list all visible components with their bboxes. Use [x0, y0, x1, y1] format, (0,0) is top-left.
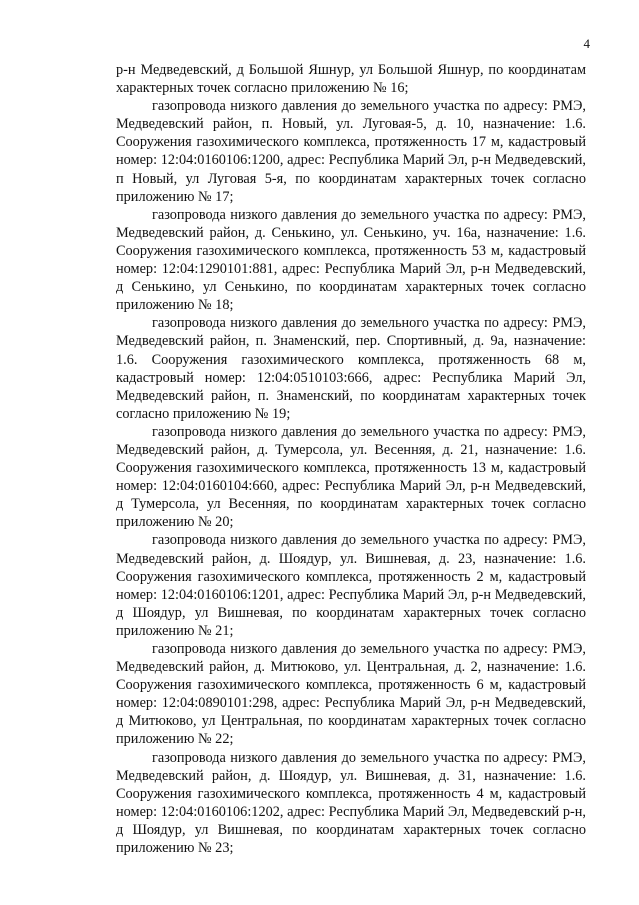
- paragraph-item-20: газопровода низкого давления до земельного участка по адресу: РМЭ, Медведевский район, д. Тумерсола, ул. Весенняя, д. 21, назначение: 1.6. Сооружения газохимического комплекса, протяженность 13 м, кадастровый номер: 12:04:0160104:660, адрес: Республика Марий Эл, р-н Медведевский, д Тумерсола, ул Весенняя, по координатам характерных точек согласно приложению № 20;: [116, 423, 586, 531]
- paragraph-item-17: газопровода низкого давления до земельного участка по адресу: РМЭ, Медведевский район, п. Новый, ул. Луговая-5, д. 10, назначение: 1.6. Сооружения газохимического комплекса, протяженность 17 м, кадастровый номер: 12:04:0160106:1200, адрес: Республика Марий Эл, р-н Медведевский, п Новый, ул Луговая 5-я, по координатам характерных точек согласно приложению № 17;: [116, 98, 586, 205]
- paragraph-item-23: газопровода низкого давления до земельного участка по адресу: РМЭ, Медведевский район, д. Шоядур, ул. Вишневая, д. 31, назначение: 1.6. Сооружения газохимического комплекса, протяженность 4 м, кадастровый номер: 12:04:0160106:1202, адрес: Республика Марий Эл, Медведевский р-н, д Шоядур, ул Вишневая, по координатам характерных точек согласно приложению № 23;: [116, 749, 586, 857]
- paragraph-item-21: газопровода низкого давления до земельного участка по адресу: РМЭ, Медведевский район, д. Шоядур, ул. Вишневая, д. 23, назначение: 1.6. Сооружения газохимического комплекса, протяженность 2 м, кадастровый номер: 12:04:0160106:1201, адрес: Республика Марий Эл, р-н Медведевский, д Шоядур, ул Вишневая, по координатам характерных точек согласно приложению № 21;: [116, 532, 586, 639]
- paragraph-item-19: газопровода низкого давления до земельного участка по адресу: РМЭ, Медведевский район, п. Знаменский, пер. Спортивный, д. 9а, назначение: 1.6. Сооружения газохимического комплекса, протяженность 68 м, кадастровый номер: 12:04:0510103:666, адрес: Республика Марий Эл, Медведевский район, п. Знаменский, по координатам характерных точек согласно приложению № 19;: [116, 315, 586, 422]
- page-number: 4: [583, 36, 590, 51]
- paragraph-item-22: газопровода низкого давления до земельного участка по адресу: РМЭ, Медведевский район, д. Митюково, ул. Центральная, д. 2, назначение: 1.6. Сооружения газохимического комплекса, протяженность 6 м, кадастровый номер: 12:04:0890101:298, адрес: Республика Марий Эл, р-н Медведевский, д Митюково, ул Центральная, по координатам характерных точек согласно приложению № 22;: [116, 641, 586, 748]
- paragraph-item-18: газопровода низкого давления до земельного участка по адресу: РМЭ, Медведевский район, д. Сенькино, ул. Сенькино, уч. 16а, назначение: 1.6. Сооружения газохимического комплекса, протяженность 53 м, кадастровый номер: 12:04:1290101:881, адрес: Республика Марий Эл, р-н Медведевский, д Сенькино, ул Сенькино, по координатам характерных точек согласно приложению № 18;: [116, 206, 586, 314]
- document-body: [116, 61, 586, 857]
- paragraph-continuation: р-н Медведевский, д Большой Яшнур, ул Большой Яшнур, по координатам характерных точек согласно приложению № 16;: [116, 62, 586, 97]
